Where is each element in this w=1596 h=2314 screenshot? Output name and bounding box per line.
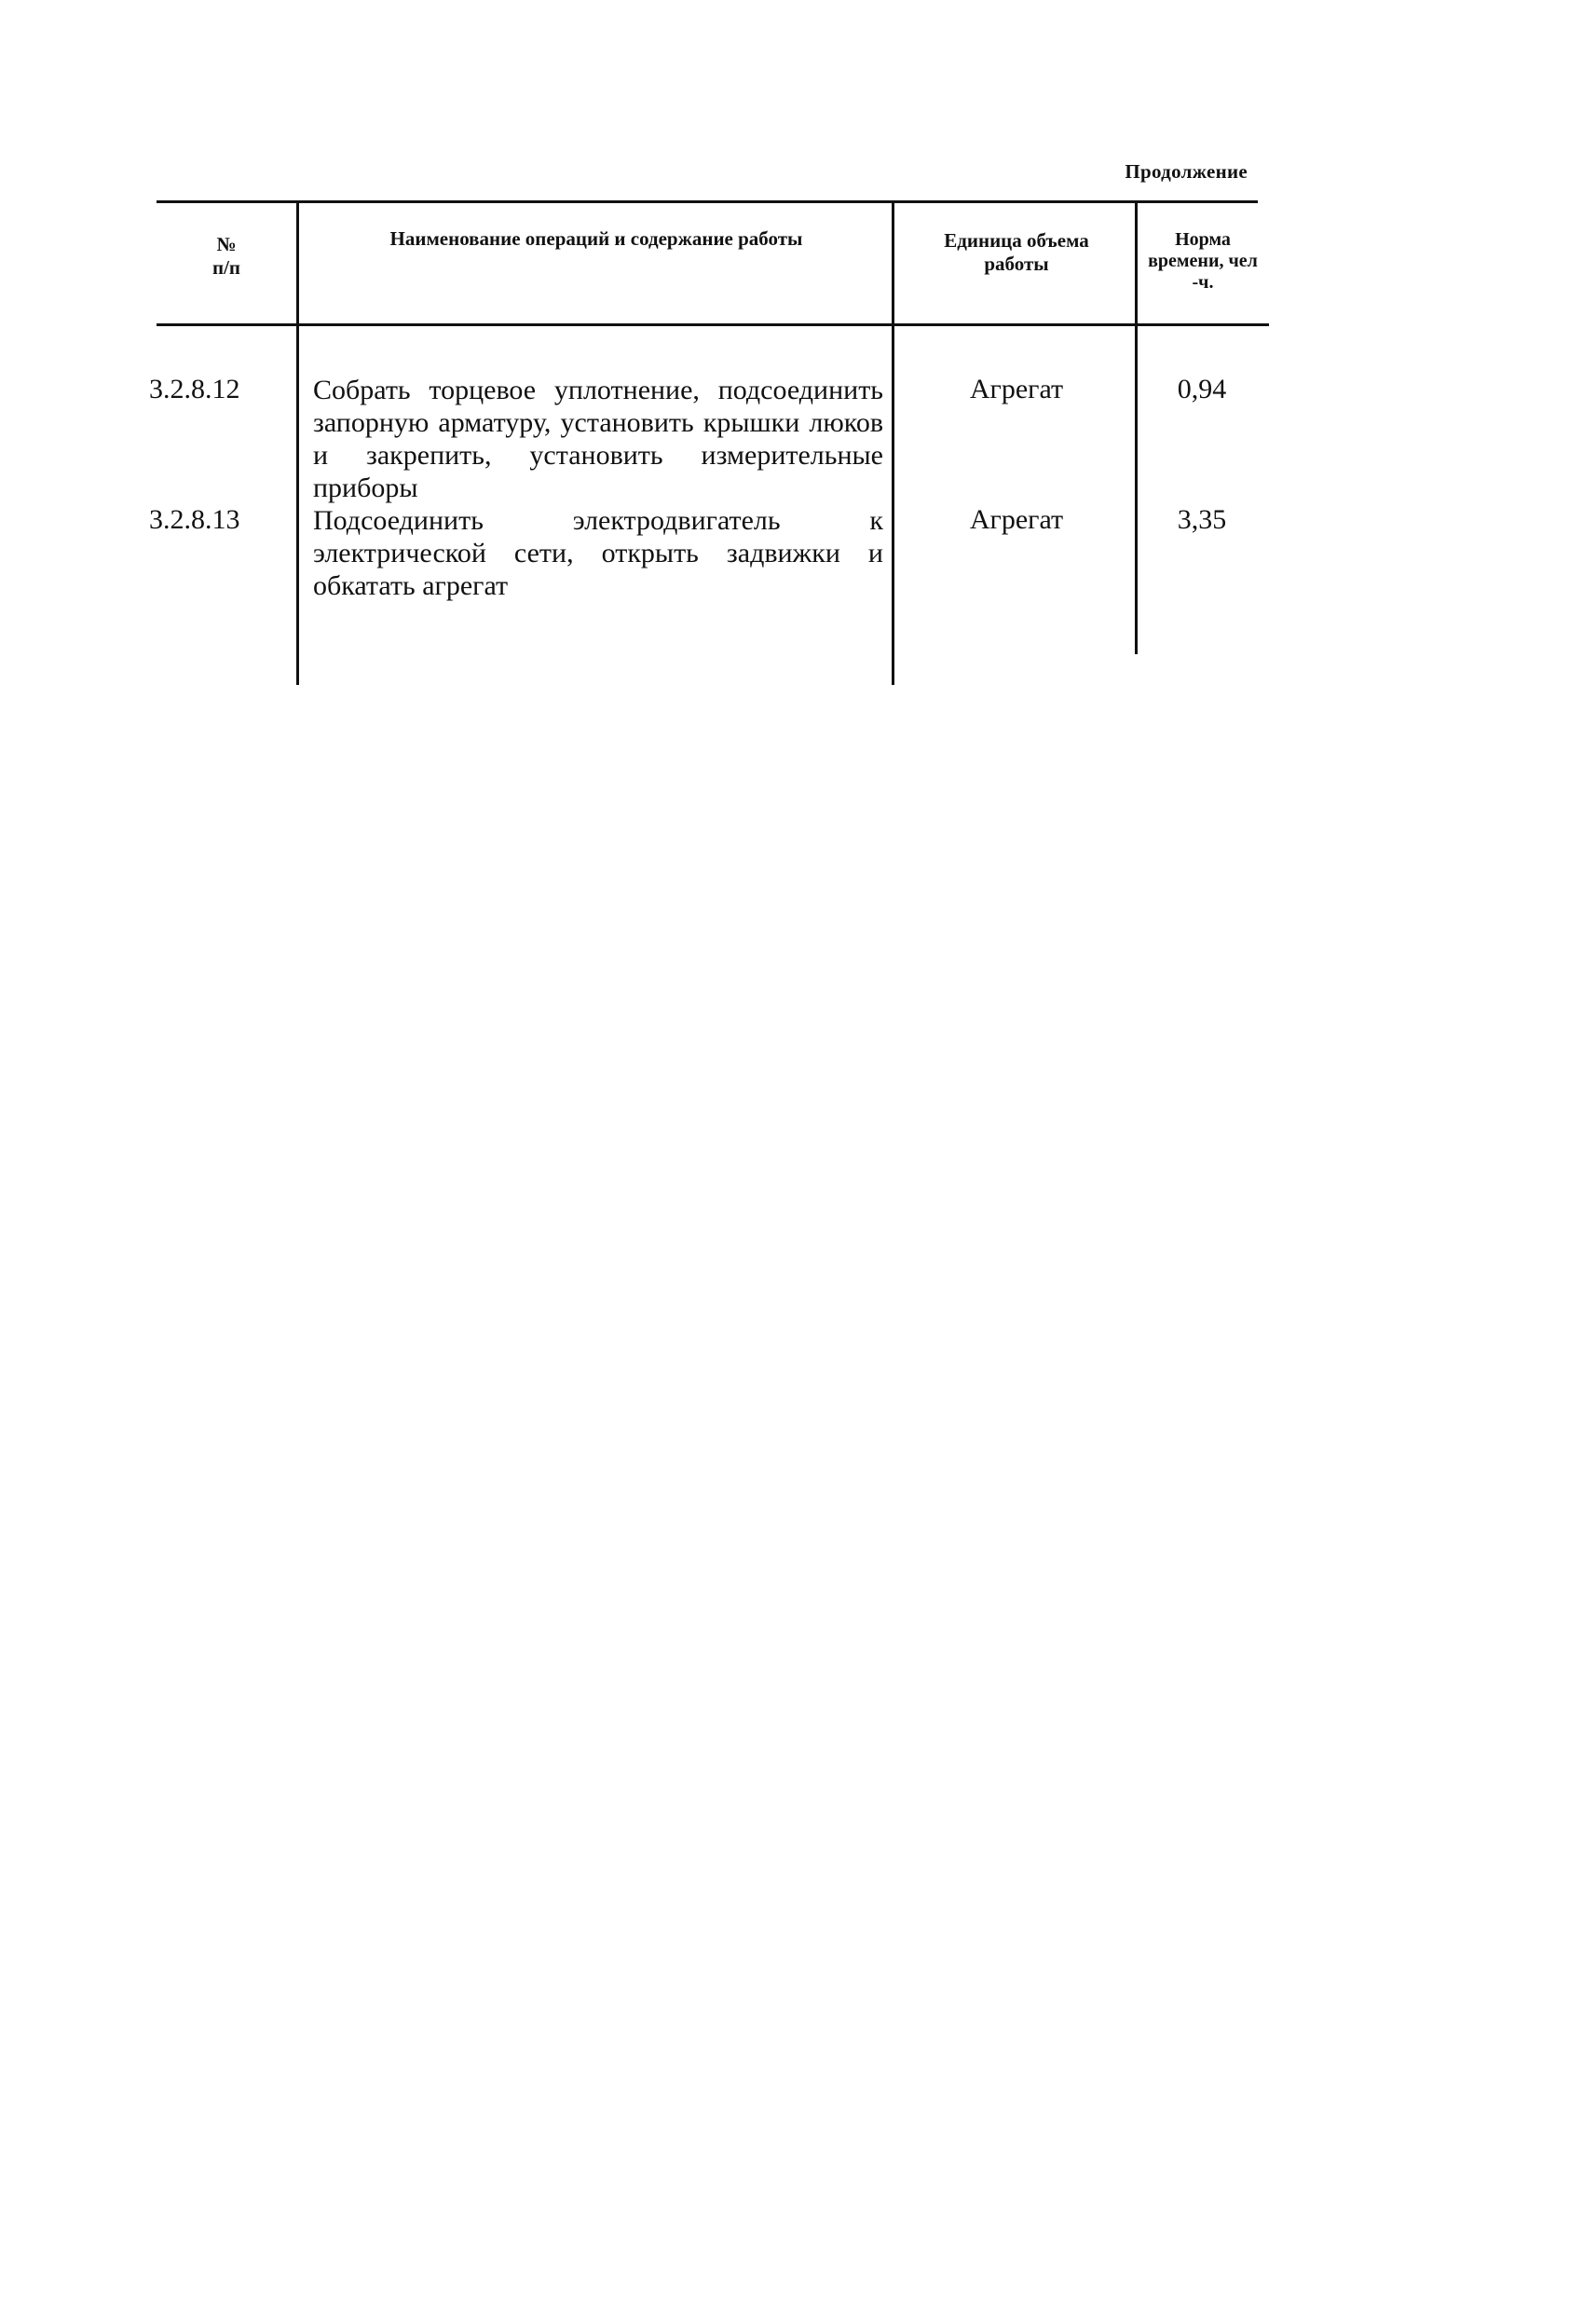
table-top-rule [157, 200, 1258, 203]
continuation-label: Продолжение [1125, 160, 1248, 183]
row-description: Собрать торцевое уплотнение, подсоединить запорную арматуру, установить крышки люков и закрепить, установить измерительные приборы [313, 375, 883, 503]
column-divider-1 [296, 200, 299, 685]
row-unit: Агрегат [969, 504, 1064, 535]
header-unit: Единица объема работы [944, 229, 1089, 275]
row-norm: 0,94 [1177, 374, 1227, 404]
header-num: № п/п [211, 233, 241, 279]
header-norm: Норма времени, чел -ч. [1148, 229, 1258, 293]
header-bottom-rule [157, 323, 1269, 326]
row-unit: Агрегат [969, 374, 1064, 404]
row-description: Подсоединить электродвигатель к электрической сети, открыть задвижки и обкатать агрегат [313, 505, 883, 601]
column-divider-3 [1135, 200, 1138, 654]
column-divider-2 [892, 200, 894, 685]
row-number: 3.2.8.12 [149, 374, 240, 404]
row-number: 3.2.8.13 [149, 504, 240, 535]
row-norm: 3,35 [1177, 504, 1227, 535]
header-name: Наименование операций и содержание работы [389, 227, 803, 250]
